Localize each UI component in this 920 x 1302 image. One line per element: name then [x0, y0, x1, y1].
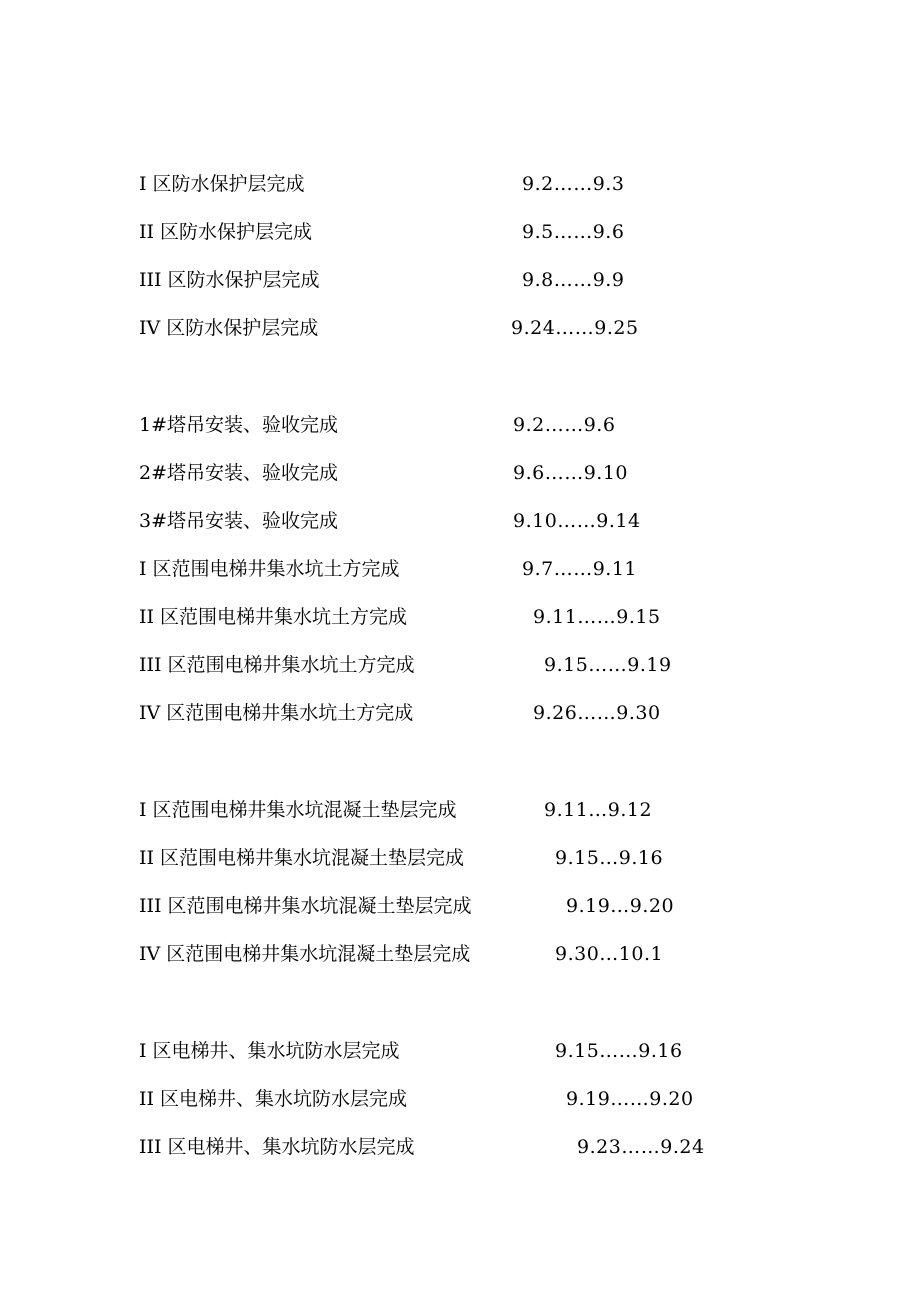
task-label: 1#塔吊安装、验收完成	[139, 414, 339, 436]
task-label: I 区防水保护层完成	[139, 173, 305, 195]
schedule-row	[139, 220, 839, 268]
schedule-row	[139, 461, 839, 509]
schedule-row	[139, 894, 839, 942]
task-label: 3#塔吊安装、验收完成	[139, 510, 339, 532]
task-label: III 区范围电梯井集水坑土方完成	[139, 654, 415, 676]
task-dates: 9.6……9.10	[513, 462, 629, 484]
schedule-row	[139, 413, 839, 461]
schedule-section-tower-crane-and-earthwork	[139, 413, 839, 749]
schedule-row	[139, 605, 839, 653]
task-label: III 区电梯井、集水坑防水层完成	[139, 1136, 415, 1158]
task-dates: 9.15……9.19	[544, 654, 672, 676]
task-label: III 区防水保护层完成	[139, 269, 320, 291]
task-label: II 区范围电梯井集水坑土方完成	[139, 606, 408, 628]
task-dates: 9.2……9.3	[522, 173, 625, 195]
task-dates: 9.19……9.20	[566, 1088, 694, 1110]
task-dates: 9.2……9.6	[513, 414, 616, 436]
schedule-row	[139, 268, 839, 316]
task-label: 2#塔吊安装、验收完成	[139, 462, 339, 484]
task-label: IV 区范围电梯井集水坑土方完成	[139, 702, 414, 724]
task-dates: 9.15……9.16	[555, 1040, 683, 1062]
task-label: II 区范围电梯井集水坑混凝土垫层完成	[139, 847, 465, 869]
task-label: IV 区防水保护层完成	[139, 317, 319, 339]
schedule-row	[139, 1087, 839, 1135]
task-label: III 区范围电梯井集水坑混凝土垫层完成	[139, 895, 472, 917]
schedule-row	[139, 557, 839, 605]
task-dates: 9.8……9.9	[522, 269, 625, 291]
task-label: IV 区范围电梯井集水坑混凝土垫层完成	[139, 943, 471, 965]
task-dates: 9.11…9.12	[544, 799, 653, 821]
task-label: I 区电梯井、集水坑防水层完成	[139, 1040, 400, 1062]
task-label: I 区范围电梯井集水坑混凝土垫层完成	[139, 799, 457, 821]
schedule-row	[139, 1135, 839, 1183]
schedule-row	[139, 316, 839, 364]
task-dates: 9.15…9.16	[555, 847, 664, 869]
schedule-row	[139, 509, 839, 557]
task-dates: 9.11……9.15	[533, 606, 661, 628]
task-dates: 9.26……9.30	[533, 702, 661, 724]
schedule-row	[139, 172, 839, 220]
schedule-row	[139, 846, 839, 894]
schedule-section-waterproof-protection	[139, 172, 839, 364]
task-label: II 区防水保护层完成	[139, 221, 313, 243]
task-dates: 9.19…9.20	[566, 895, 675, 917]
schedule-row	[139, 942, 839, 990]
task-dates: 9.30…10.1	[555, 943, 664, 965]
schedule-row	[139, 701, 839, 749]
task-label: I 区范围电梯井集水坑土方完成	[139, 558, 400, 580]
task-dates: 9.7……9.11	[522, 558, 638, 580]
schedule-section-concrete-cushion	[139, 798, 839, 990]
schedule-row	[139, 1039, 839, 1087]
task-dates: 9.23……9.24	[577, 1136, 705, 1158]
schedule-row	[139, 798, 839, 846]
task-label: II 区电梯井、集水坑防水层完成	[139, 1088, 408, 1110]
schedule-row	[139, 653, 839, 701]
schedule-section-pit-waterproofing	[139, 1039, 839, 1183]
task-dates: 9.5……9.6	[522, 221, 625, 243]
task-dates: 9.24……9.25	[511, 317, 639, 339]
task-dates: 9.10……9.14	[513, 510, 641, 532]
